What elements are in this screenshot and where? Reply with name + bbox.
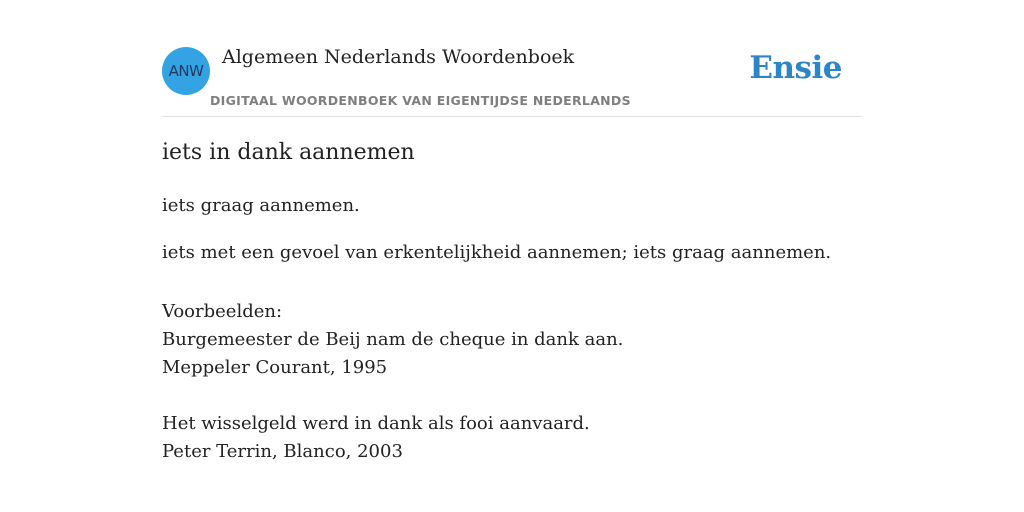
site-header — [162, 0, 862, 117]
examples-section — [162, 298, 623, 466]
definition-2: iets met een gevoel van erkentelijkheid aannemen; iets graag aannemen. — [162, 242, 832, 263]
entry-term: iets in dank aannemen — [162, 140, 415, 165]
definition-1: iets graag aannemen. — [162, 195, 360, 216]
example-text: Burgemeester de Beij nam de cheque in dank aan. — [162, 329, 624, 350]
ensie-logo[interactable]: Ensie — [749, 50, 842, 86]
example-spacer — [162, 382, 623, 410]
example-source: Peter Terrin, Blanco, 2003 — [162, 441, 403, 462]
logo-text: ANW — [168, 62, 204, 80]
example-text: Het wisselgeld werd in dank als fooi aanvaard. — [162, 413, 590, 434]
site-title[interactable]: Algemeen Nederlands Woordenboek — [222, 46, 575, 68]
site-subtitle: DIGITAAL WOORDENBOEK VAN EIGENTIJDSE NEDERLANDS — [210, 93, 631, 108]
anw-logo-icon[interactable] — [162, 47, 210, 95]
examples-label: Voorbeelden: — [162, 301, 283, 322]
example-source: Meppeler Courant, 1995 — [162, 357, 388, 378]
dictionary-card — [162, 0, 862, 512]
